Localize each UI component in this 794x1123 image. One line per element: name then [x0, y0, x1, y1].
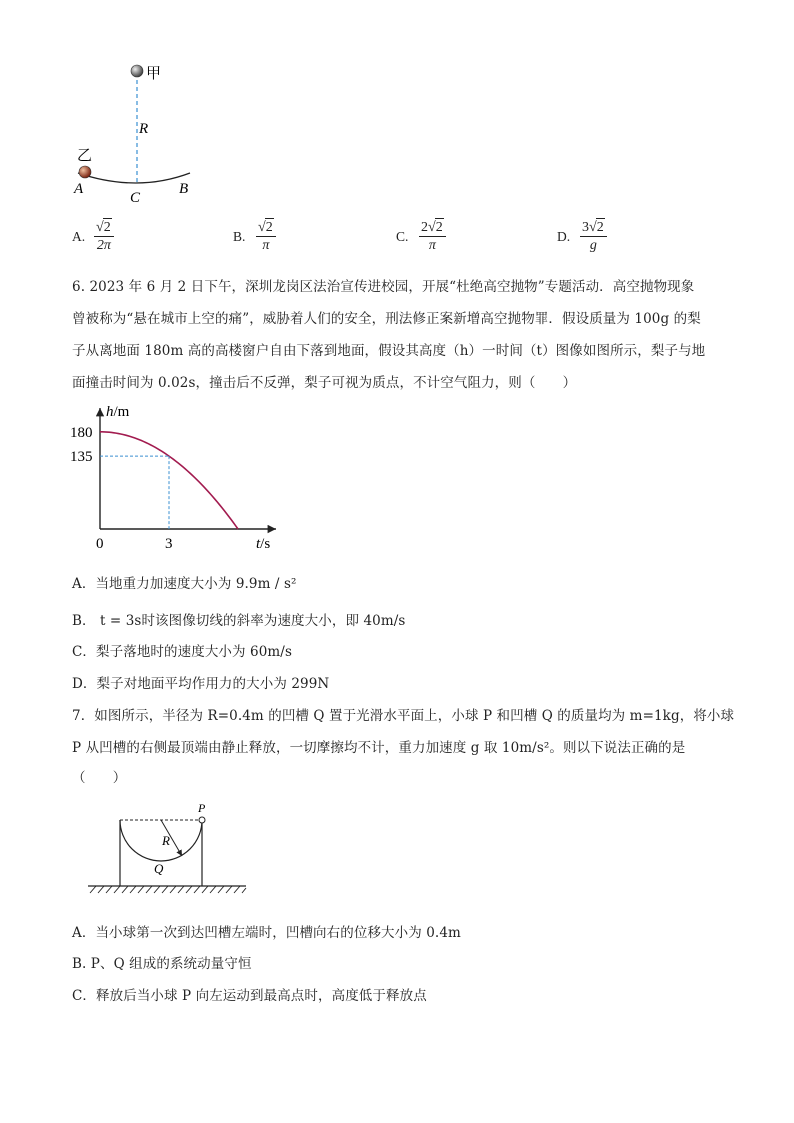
q5-option-d-letter[interactable]: D. [557, 229, 571, 244]
h-t-chart [66, 400, 286, 555]
q5-option-c-value[interactable]: 2√2 π [419, 218, 446, 254]
q6-line-3: 子从离地面 180m 高的高楼窗户自由下落到地面，假设其高度（h）一时间（t）图像如图所示，梨子与地 [72, 343, 706, 359]
q5-option-a-value[interactable]: √2 2π [94, 218, 114, 254]
q6-option-c[interactable]: C．梨子落地时的速度大小为 60m/s [72, 644, 292, 660]
y-tick-label-135: 135 [70, 449, 93, 466]
q5-option-b-letter[interactable]: B. [233, 229, 246, 244]
series-line-h [100, 432, 238, 529]
q5-option-b-value[interactable]: √2 π [256, 218, 276, 254]
q6-line-4: 面撞击时间为 0.02s，撞击后不反弹，梨子可视为质点，不计空气阻力，则（ ） [72, 375, 577, 391]
y-tick-label-180: 180 [70, 424, 93, 441]
q7-line-1: 7．如图所示，半径为 R=0.4m 的凹槽 Q 置于光滑水平面上，小球 P 和凹槽 Q 的质量均为 m=1kg，将小球 [72, 708, 735, 724]
q7-option-a[interactable]: A．当小球第一次到达凹槽左端时，凹槽向右的位移大小为 0.4m [72, 925, 461, 941]
figure-groove [84, 800, 254, 900]
radicand: 2 [596, 220, 604, 235]
label-R: R [139, 121, 149, 137]
q7-line-3: （ ） [72, 770, 127, 786]
q7-option-b[interactable]: B. P、Q 组成的系统动量守恒 [72, 956, 252, 972]
label-C: C [130, 190, 141, 206]
arc-track [78, 173, 190, 183]
x-axis-label: t/s [256, 536, 271, 552]
label-yi: 乙 [77, 148, 93, 164]
label-R: R [162, 833, 170, 848]
figure-arc-pendulum [60, 55, 230, 215]
radicand: 2 [265, 220, 273, 235]
ball-yi [79, 166, 91, 178]
q6-option-a[interactable]: A．当地重力加速度大小为 9.9m / s² [72, 576, 297, 592]
x-tick-label-3: 3 [165, 536, 173, 552]
q5-option-d-value[interactable]: 3√2 g [580, 218, 607, 254]
label-jia: 甲 [146, 66, 162, 82]
label-Q: Q [154, 861, 164, 876]
ground-hatch [90, 886, 246, 893]
label-A: A [74, 181, 84, 197]
q7-option-c[interactable]: C．释放后当小球 P 向左运动到最高点时，高度低于释放点 [72, 988, 427, 1004]
label-B: B [179, 181, 189, 197]
q7-line-2: P 从凹槽的右侧最顶端由静止释放，一切摩擦均不计，重力加速度 g 取 10m/s²。则以下说法正确的是 [72, 740, 686, 756]
origin-label: 0 [96, 536, 104, 552]
q6-line-2: 曾被称为“悬在城市上空的痛”，威胁着人们的安全，刑法修正案新增高空抛物罪．假设质量为 100g 的梨 [72, 311, 701, 327]
radicand: 2 [435, 220, 443, 235]
q5-option-a-letter[interactable]: A. [72, 229, 86, 244]
radicand: 2 [103, 220, 111, 235]
q6-line-1: 6. 2023 年 6 月 2 日下午，深圳龙岗区法治宣传进校园，开展“杜绝高空抛物”专题活动．高空抛物现象 [72, 279, 695, 295]
q6-option-d[interactable]: D．梨子对地面平均作用力的大小为 299N [72, 676, 330, 692]
y-axis-label: h/m [106, 404, 130, 420]
label-P: P [198, 801, 206, 815]
ball-P [199, 817, 205, 823]
groove-semicircle [120, 820, 202, 861]
q5-option-c-letter[interactable]: C. [396, 229, 409, 244]
q6-option-b[interactable]: B． t = 3s时该图像切线的斜率为速度大小，即 40m/s [72, 613, 406, 629]
ball-jia [131, 65, 143, 77]
